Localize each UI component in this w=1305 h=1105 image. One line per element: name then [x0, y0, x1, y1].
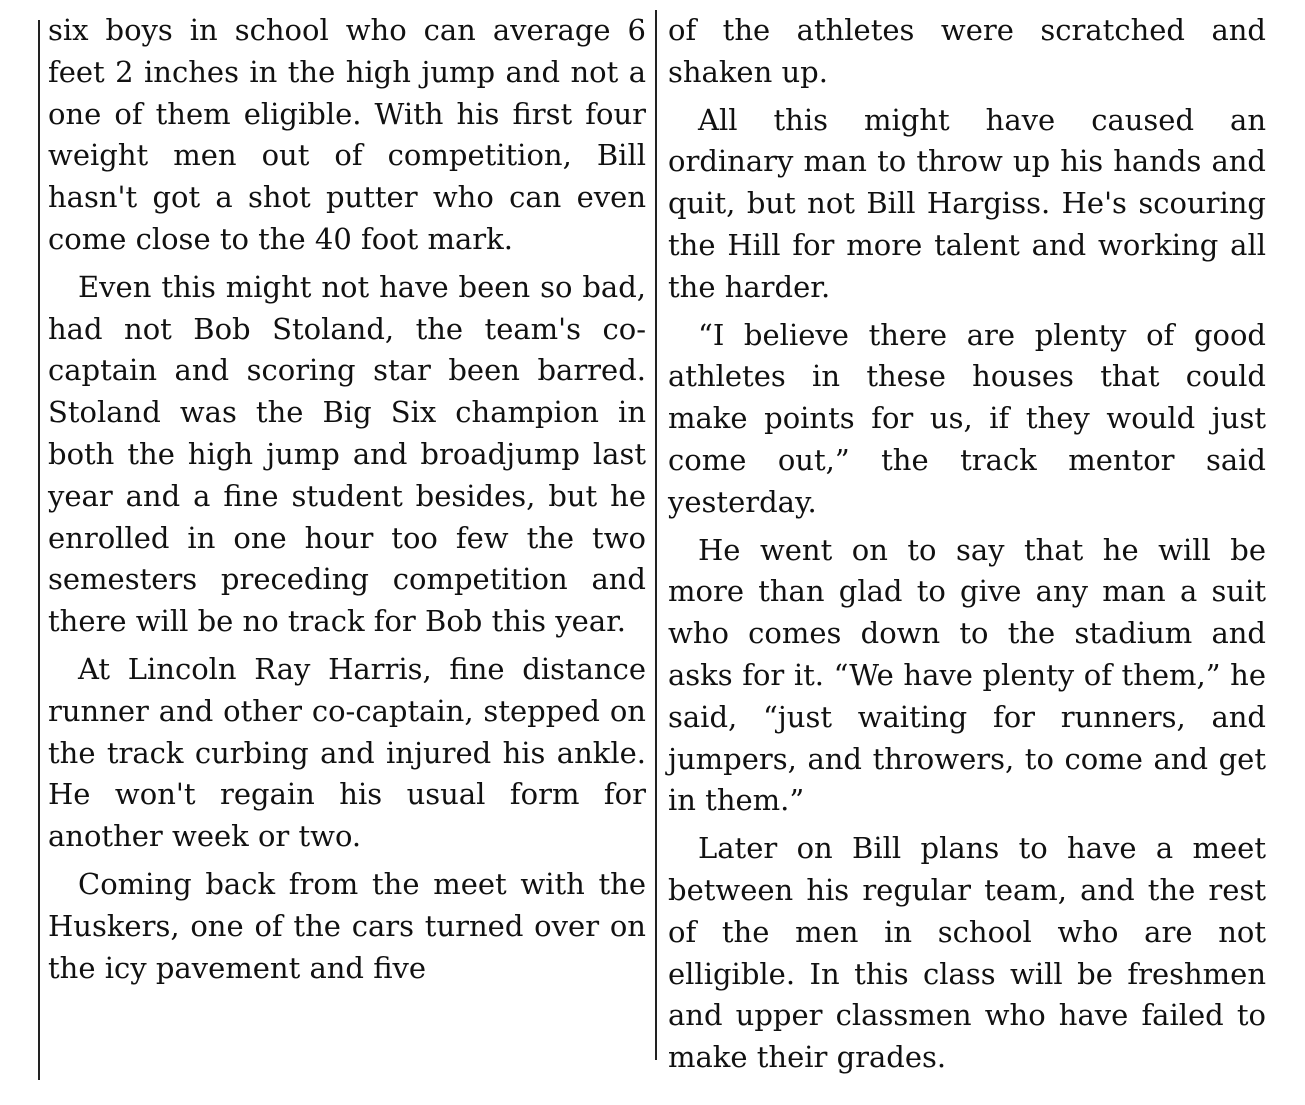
paragraph: of the athletes were scratched and shaken up.: [668, 13, 1266, 89]
left-column: [48, 10, 646, 995]
column-divider: [655, 10, 657, 1060]
paragraph: six boys in school who can average 6 feet 2 inches in the high jump and not a one of them eligible. With his first four weight men out of competition, Bill hasn't got a shot putter who can even come close to the 40 foot mark.: [48, 13, 646, 256]
left-column-rule: [38, 20, 40, 1080]
paragraph: He went on to say that he will be more than glad to give any man a suit who comes down to the stadium and asks for it. “We have plenty of them,” he said, “just waiting for runners, and jumpers, and throwers, to come and get in them.”: [668, 532, 1266, 818]
paragraph: “I believe there are plenty of good athletes in these houses that could make points for us, if they would just come out,” the track mentor said yesterday.: [668, 317, 1266, 519]
paragraph: Coming back from the meet with the Huskers, one of the cars turned over on the icy pavement and five: [48, 866, 646, 985]
paragraph: At Lincoln Ray Harris, fine distance runner and other co-captain, stepped on the track curbing and injured his ankle. He won't regain his usual form for another week or two.: [48, 651, 646, 854]
paragraph: Later on Bill plans to have a meet between his regular team, and the rest of the men in school who are not elligible. In this class will be freshmen and upper classmen who have failed to make their grades.: [668, 831, 1266, 1075]
paragraph: Even this might not have been so bad, had not Bob Stoland, the team's co-captain and scoring star been barred. Stoland was the Big Six champion in both the high jump and broadjump last year and a fine student besides, but he enrolled in one hour too few the two semesters preceding competition and there will be no track for Bob this year.: [48, 269, 646, 639]
paragraph: All this might have caused an ordinary man to throw up his hands and quit, but not Bill Hargiss. He's scouring the Hill for more talent and working all the harder.: [668, 102, 1266, 304]
right-column: [668, 10, 1266, 1085]
